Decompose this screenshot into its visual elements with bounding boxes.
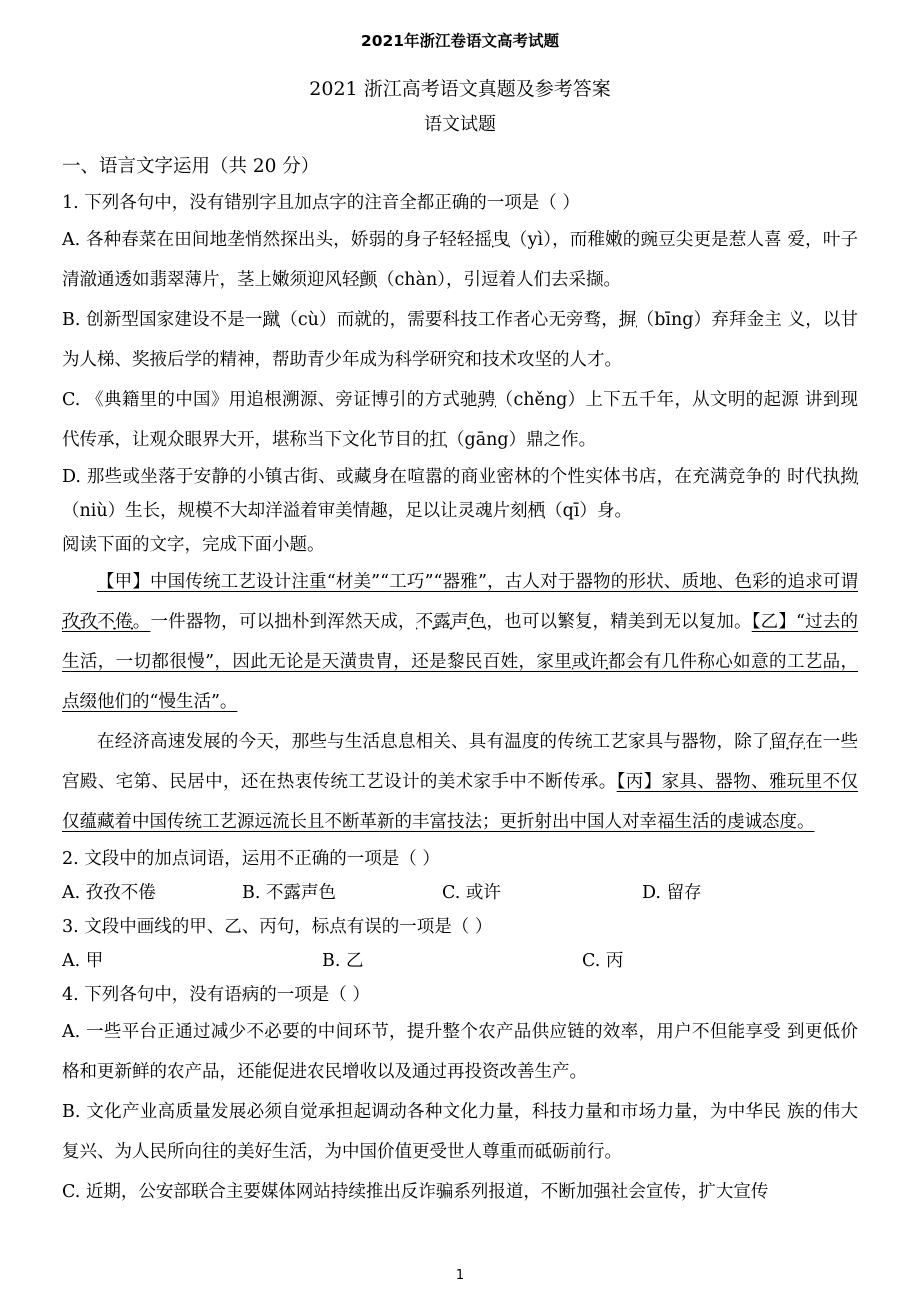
question-2-stem: 2. 文段中的加点词语，运用不正确的一项是（ ） xyxy=(62,849,440,869)
question-2-option-d xyxy=(642,876,702,910)
option-label: C. xyxy=(62,1182,81,1202)
question-2-options xyxy=(62,876,858,910)
question-1-option-c xyxy=(62,380,858,460)
option-text: 乙 xyxy=(346,951,364,971)
option-text: 创新型国家建设不是一 xyxy=(86,310,263,330)
option-text: 孜孜不倦 xyxy=(85,883,156,903)
question-4-stem: 4. 下列各句中，没有语病的一项是（ ） xyxy=(62,985,370,1005)
option-label: C. xyxy=(582,951,601,971)
option-label: D. xyxy=(62,467,81,487)
header-title: 2021年浙江卷语文高考试题 xyxy=(360,32,560,50)
emphasis-dotted-phrase-liucun: 留存 xyxy=(770,732,805,757)
option-label: A. xyxy=(62,951,81,971)
option-label: B. xyxy=(62,1102,81,1122)
option-text: 爱，叶子清澈通透如翡翠薄片，茎上嫩须迎风轻 xyxy=(62,230,859,290)
emphasis-dotted-char: 摒 xyxy=(619,310,637,335)
option-label: A. xyxy=(62,883,81,903)
question-4-option-c xyxy=(62,1172,858,1212)
option-text: （yì），而稚嫩的豌豆尖更是惹人喜 xyxy=(509,230,782,250)
emphasis-dotted-char: 拗 xyxy=(841,467,859,492)
passage-text: “过去的生活，一切都很慢”，因此无论是天潢贵胄，还是黎民百姓，家里 xyxy=(62,612,859,672)
emphasis-dotted-char: 颤 xyxy=(360,270,378,295)
question-3-option-b xyxy=(322,944,582,978)
question-4-option-a xyxy=(62,1012,858,1092)
marker-jia: 【甲】 xyxy=(97,572,151,592)
option-text: （niù）生长，规模不大却洋溢着审美情趣，足以让灵魂片刻 xyxy=(62,501,528,521)
emphasis-dotted-phrase-huoxu: 或许 xyxy=(572,652,608,677)
question-3-options xyxy=(62,944,858,978)
option-text: 义，以甘为人梯、奖掖后学的精神，帮助青少年成为科学研究和技术攻坚的人才。 xyxy=(62,310,858,370)
option-text: 讲到现代传承，让观众眼界大开，堪称当下文化节目的 xyxy=(62,390,859,450)
option-text: 丙 xyxy=(605,951,624,971)
page-number: 1 xyxy=(455,1268,465,1283)
option-label: A. xyxy=(62,1022,81,1042)
option-text: 近期，公安部联合主要媒体网站持续推出反诈骗系列报道，不断加强社会宣传，扩大宣传 xyxy=(85,1182,769,1202)
option-text: 甲 xyxy=(85,951,104,971)
question-1-option-d xyxy=(62,460,858,528)
option-text: 文化产业高质量发展必须自觉承担起调动各种文化力量，科技力量和市场力量，为中华民 xyxy=(86,1102,782,1122)
passage-text: 家具、器物、雅玩里不仅仅蕴藏着中国传统工艺源远流长且不断革新的丰富技法；更折射出中国人对幸福生活的虔诚态度。 xyxy=(62,772,859,832)
page-title: 2021 浙江高考语文真题及参考答案 xyxy=(309,78,611,100)
option-text: 时代执 xyxy=(787,467,841,487)
marker-bing: 【丙】 xyxy=(616,772,662,792)
passage-text: 。 xyxy=(132,612,151,632)
option-label: B. xyxy=(322,951,341,971)
emphasis-dotted-char: 扛 xyxy=(430,430,448,455)
passage-paragraph-2 xyxy=(62,722,858,842)
passage-text: 在经济高速发展的今天，那些与生活息息相关、具有温度的传统工艺家具与器物，除了 xyxy=(97,732,770,752)
option-text: 各种春菜在田间地垄悄然探出头，娇弱的身子轻轻摇 xyxy=(85,230,493,250)
emphasis-dotted-char: 栖 xyxy=(528,501,546,526)
passage-paragraph-1 xyxy=(62,562,858,722)
option-text: 一些平台正通过减少不必要的中间环节，提升整个农产品供应链的效率，用户不但能享受 xyxy=(86,1022,782,1042)
marker-yi: 【乙】 xyxy=(751,612,797,632)
question-2-option-a xyxy=(62,876,242,910)
emphasis-dotted-char: 曳 xyxy=(492,230,510,255)
option-label: C. xyxy=(62,390,81,410)
section-heading: 一、语言文字运用（共 20 分） xyxy=(62,156,320,177)
option-label: B. xyxy=(242,883,261,903)
option-text: （bīng）弃拜金主 xyxy=(636,310,782,330)
passage-text: 一件器物，可以拙朴到浑然天成， xyxy=(150,612,416,632)
option-text: （chěng）上下五千年，从文明的起源 xyxy=(495,390,800,410)
option-text: （gāng）鼎之作。 xyxy=(447,430,597,450)
option-text: （cù）而就的，需要科技工作者心无旁骛， xyxy=(280,310,619,330)
passage-text: 中国传统工艺设计注重“材美”“工巧”“器雅”，古人对于器物的形状、质地、色彩的追求可谓 xyxy=(150,572,858,592)
question-2-option-b xyxy=(242,876,442,910)
passage-text: ，也可以繁复，精美到无以复加。 xyxy=(486,612,752,632)
emphasis-dotted-char: 蹴 xyxy=(263,310,281,335)
question-1-option-a xyxy=(62,220,858,300)
question-1-stem: 1. 下列各句中，没有错别字且加点字的注音全都正确的一项是（ ） xyxy=(62,193,580,213)
question-3-stem: 3. 文段中画线的甲、乙、丙句，标点有误的一项是（ ） xyxy=(62,917,493,937)
option-text: 或许 xyxy=(465,883,501,903)
option-label: B. xyxy=(62,310,81,330)
option-text: 族的伟大复兴、为人民所向往的美好生活，为中国价值更受世人尊重而砥砺前行。 xyxy=(62,1102,858,1162)
option-label: D. xyxy=(642,883,661,903)
option-text: 《典籍里的中国》用追根溯源、旁证博引的方式驰 xyxy=(86,390,478,410)
question-3-option-a xyxy=(62,944,322,978)
reading-instruction: 阅读下面的文字，完成下面小题。 xyxy=(62,535,325,555)
option-text: 不露声色 xyxy=(266,883,337,903)
option-text: 到更低价格和更新鲜的农产品，还能促进农民增收以及通过再投资改善生产。 xyxy=(62,1022,858,1082)
passage-text: 都会有几件称心如意的工艺品，点缀他们的“慢生活”。 xyxy=(62,652,859,712)
option-text: （qī）身。 xyxy=(545,501,632,521)
emphasis-dotted-phrase-buloushengse: 不露声色 xyxy=(416,612,487,637)
passage-text: 在一些宫殿、宅第、民居中，还在热衷传统工艺设计的美术家手中不断传承。 xyxy=(62,732,858,792)
emphasis-dotted-phrase-zizibujuan: 孜孜不倦 xyxy=(62,612,133,637)
option-text: 那些或坐落于安静的小镇古街、或藏身在喧嚣的商业密林的个性实体书店，在充满竞争的 xyxy=(86,467,782,487)
question-3-option-c xyxy=(582,944,623,978)
option-text: 留存 xyxy=(666,883,702,903)
emphasis-dotted-char: 骋 xyxy=(478,390,496,415)
question-4-option-b xyxy=(62,1092,858,1172)
option-label: A. xyxy=(62,230,81,250)
page-subtitle: 语文试题 xyxy=(424,114,496,135)
option-label: C. xyxy=(442,883,461,903)
option-text: （chàn），引逗着人们去采撷。 xyxy=(377,270,622,290)
question-2-option-c xyxy=(442,876,642,910)
question-1-option-b xyxy=(62,300,858,380)
